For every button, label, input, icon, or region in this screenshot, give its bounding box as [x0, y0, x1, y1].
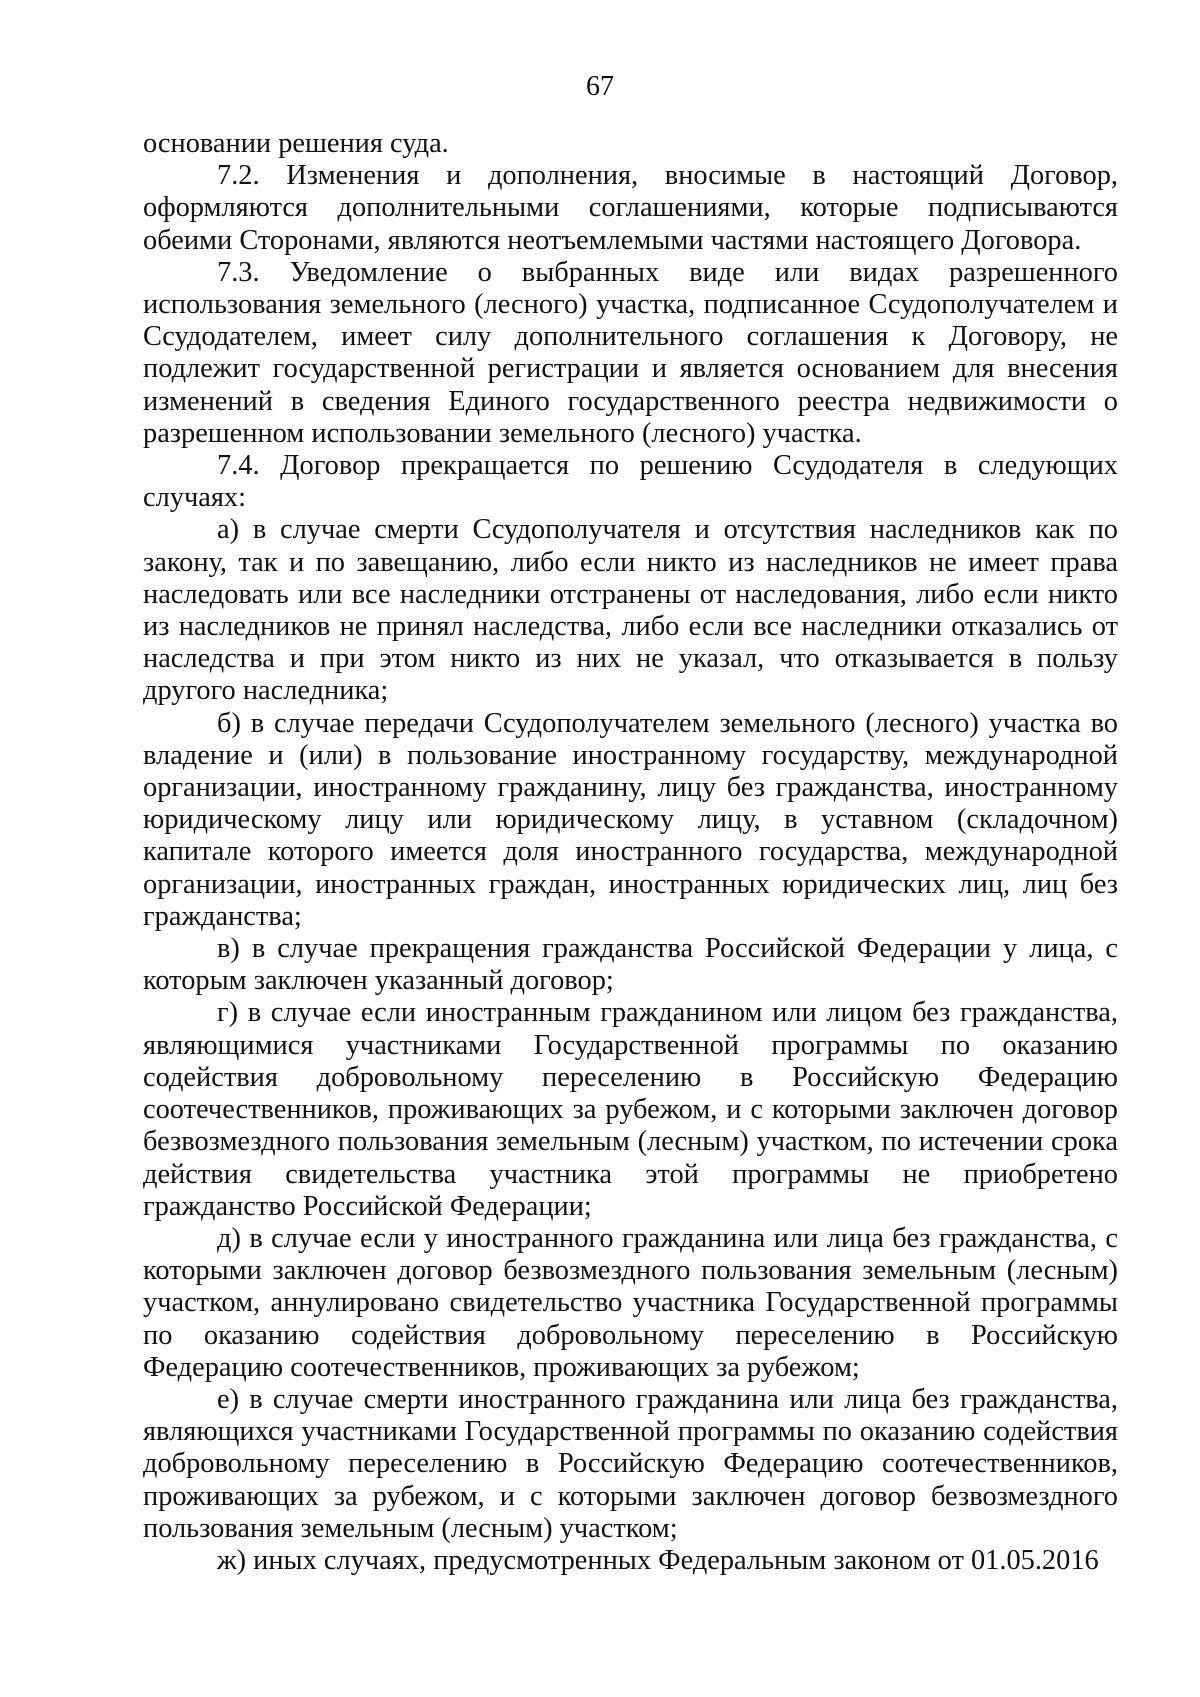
- paragraph-item-e: е) в случае смерти иностранного гражданина или лица без гражданства, являющихся участниками Государственной программы по оказанию содействия добровольному переселению в Российскую Федерацию соотечественников, проживающих за рубежом, и с которыми заключен договор безвозмездного пользования земельным (лесным) участком;: [143, 1383, 1118, 1544]
- paragraph-item-d: д) в случае если у иностранного гражданина или лица без гражданства, с которыми заключен договор безвозмездного пользования земельным (лесным) участком, аннулировано свидетельство участника Государственной программы по оказанию содействия добровольному переселению в Российскую Федерацию соотечественников, проживающих за рубежом;: [143, 1222, 1118, 1383]
- paragraph-item-b: б) в случае передачи Ссудополучателем земельного (лесного) участка во владение и (или) в пользование иностранному государству, международной организации, иностранному гражданину, лицу без гражданства, иностранному юридическому лицу или юридическому лицу, в уставном (складочном) капитале которого имеется доля иностранного государства, международной организации, иностранных граждан, иностранных юридических лиц, лиц без гражданства;: [143, 707, 1118, 932]
- paragraph-item-zh: ж) иных случаях, предусмотренных Федеральным законом от 01.05.2016: [217, 1544, 1099, 1576]
- paragraph-clause-7-2: 7.2. Изменения и дополнения, вносимые в настоящий Договор, оформляются дополнительными соглашениями, которые подписываются обеими Сторонами, являются неотъемлемыми частями настоящего Договора.: [143, 160, 1118, 256]
- paragraph-item-v: в) в случае прекращения гражданства Российской Федерации у лица, с которым заключен указанный договор;: [143, 933, 1118, 997]
- paragraph-clause-7-3: 7.3. Уведомление о выбранных виде или видах разрешенного использования земельного (лесного) участка, подписанное Ссудополучателем и Ссудодателем, имеет силу дополнительного соглашения к Договору, не подлежит государственной регистрации и является основанием для внесения изменений в сведения Единого государственного реестра недвижимости о разрешенном использовании земельного (лесного) участка.: [143, 256, 1118, 449]
- paragraph-continuation: основании решения суда.: [143, 128, 449, 159]
- paragraph-item-a: а) в случае смерти Ссудополучателя и отсутствия наследников как по закону, так и по завещанию, либо если никто из наследников не имеет права наследовать или все наследники отстранены от наследования, либо если никто из наследников не принял наследства, либо если все наследники отказались от наследства и при этом никто из них не указал, что отказывается в пользу другого наследника;: [143, 514, 1118, 707]
- document-body: [143, 128, 1118, 1577]
- paragraph-item-g: г) в случае если иностранным гражданином или лицом без гражданства, являющимися участниками Государственной программы по оказанию содействия добровольному переселению в Российскую Федерацию соотечественников, проживающих за рубежом, и с которыми заключен договор безвозмездного пользования земельным (лесным) участком, по истечении срока действия свидетельства участника этой программы не приобретено гражданство Российской Федерации;: [143, 997, 1118, 1222]
- page-number: 67: [586, 71, 614, 102]
- paragraph-clause-7-4: 7.4. Договор прекращается по решению Ссудодателя в следующих случаях:: [143, 450, 1118, 514]
